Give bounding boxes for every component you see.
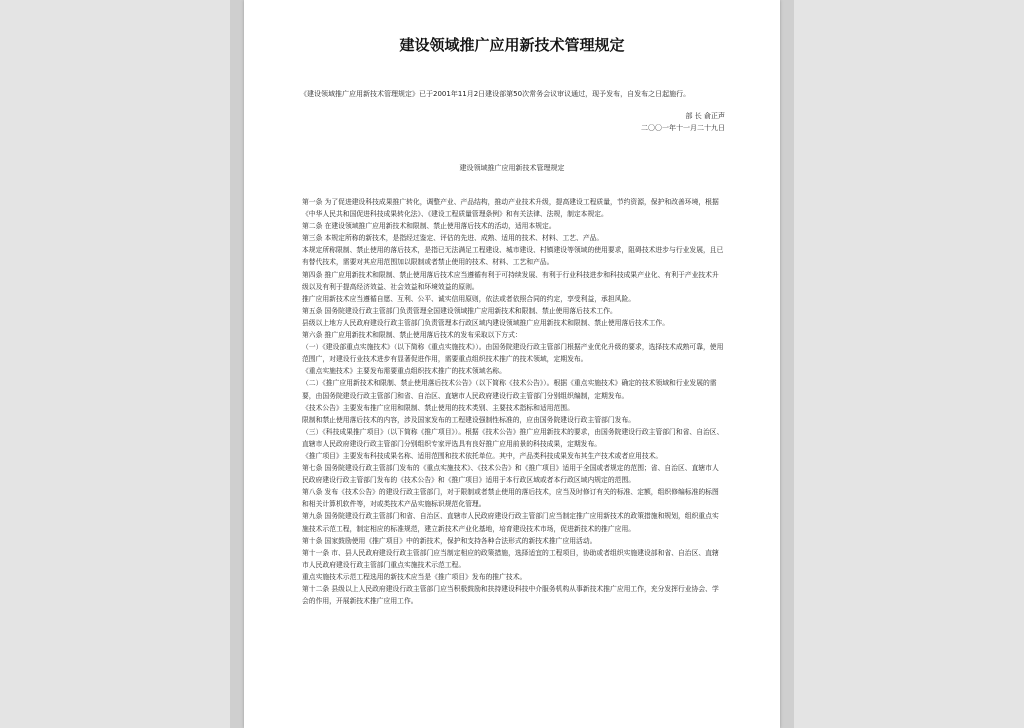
document-page	[244, 0, 780, 728]
article-paragraph: 第六条 推广应用新技术和限制、禁止使用落后技术的发布采取以下方式：	[302, 331, 522, 340]
article-paragraph: 第十一条 市、县人民政府建设行政主管部门应当制定相应的政策措施，选择适宜的工程项目，协助或者组织实施建设部和省、自治区、直辖市人民政府建设行政主管部门重点实施技术示范工程。	[302, 548, 719, 569]
article-paragraph: 第十条 国家鼓励使用《推广项目》中的新技术，保护和支持各种合法形式的新技术推广应用活动。	[302, 536, 597, 545]
document-title: 建设领域推广应用新技术管理规定	[399, 36, 625, 54]
article-paragraph: 第一条 为了促进建设科技成果推广转化，调整产业、产品结构，推动产业技术升级，提高建设工程质量，节约资源，保护和改善环境，根据《中华人民共和国促进科技成果转化法》、《建设工程质量管理条例》和有关法律、法规，制定本规定。	[302, 198, 719, 219]
article-paragraph: （二）《推广应用新技术和限制、禁止使用落后技术公告》（以下简称《技术公告》）。根据《重点实施技术》确定的技术领域和行业发展的需要，由国务院建设行政主管部门和省、自治区、直辖市人民政府建设行政主管部门分别组织编制，定期发布。	[302, 379, 717, 400]
article-paragraph: 第二条 在建设领域推广应用新技术和限制、禁止使用落后技术的活动，适用本规定。	[302, 222, 556, 231]
article-paragraph: 第四条 推广应用新技术和限制、禁止使用落后技术应当遵循有利于可持续发展、有利于行业科技进步和科技成果产业化、有利于产业技术升级以及有利于提高经济效益、社会效益和环境效益的原则。	[302, 270, 719, 291]
article-paragraph: （一）《建设部重点实施技术》（以下简称《重点实施技术》）。由国务院建设行政主管部门根据产业优化升级的要求，选择技术成熟可靠，使用范围广，对建设行业技术进步有显著促进作用，需要重点组织技术推广的技术领域，定期发布。	[302, 343, 724, 364]
article-paragraph: 第七条 国务院建设行政主管部门发布的《重点实施技术》、《技术公告》和《推广项目》适用于全国或者规定的范围；省、自治区、直辖市人民政府建设行政主管部门发布的《技术公告》和《推广项目》适用于本行政区域或者本行政区域内规定的范围。	[302, 464, 719, 485]
signing-date: 二〇〇一年十一月二十九日	[641, 124, 725, 132]
regulation-body	[302, 196, 724, 607]
article-paragraph: 《重点实施技术》主要发布需要重点组织技术推广的技术领域名称。	[302, 367, 506, 376]
article-paragraph: 重点实施技术示范工程选用的新技术应当是《推广项目》发布的推广技术。	[302, 572, 527, 581]
article-paragraph: 第三条 本规定所称的新技术，是指经过鉴定、评估的先进、成熟、适用的技术、材料、工艺、产品。	[302, 234, 604, 243]
signature-block	[641, 110, 725, 134]
article-paragraph: 第十二条 县级以上人民政府建设行政主管部门应当积极鼓励和扶持建设科技中介服务机构从事新技术推广应用工作，充分发挥行业协会、学会的作用，开展新技术推广应用工作。	[302, 585, 719, 606]
signer-name: 部 长 俞正声	[685, 112, 725, 120]
article-paragraph: 第五条 国务院建设行政主管部门负责管理全国建设领域推广应用新技术和限制、禁止使用落后技术工作。	[302, 306, 617, 315]
article-paragraph: 《推广项目》主要发布科技成果名称、适用范围和技术依托单位。其中，产品类科技成果发布其生产技术或者应用技术。	[302, 451, 663, 460]
article-paragraph: 第九条 国务院建设行政主管部门和省、自治区、直辖市人民政府建设行政主管部门应当制定推广应用新技术的政策措施和规划，组织重点实施技术示范工程，制定相应的标准规范，建立新技术产业化基地，培育建设技术市场，促进新技术的推广应用。	[302, 512, 719, 533]
document-subtitle: 建设领域推广应用新技术管理规定	[459, 164, 565, 172]
article-paragraph: 《技术公告》主要发布推广应用和限制、禁止使用的技术类别、主要技术指标和适用范围。	[302, 403, 574, 412]
article-paragraph: 第八条 发布《技术公告》的建设行政主管部门，对于限制或者禁止使用的落后技术，应当及时修订有关的标准、定额，组织修编标准的标图和相关计算机软件等，对或类技术产品实施标识规范化管理。	[302, 488, 719, 509]
article-paragraph: 限制和禁止使用落后技术的内容，涉及国家发布的工程建设强制性标准的，应由国务院建设行政主管部门发布。	[302, 415, 636, 424]
article-paragraph: （三）《科技成果推广项目》（以下简称《推广项目》）。根据《技术公告》推广应用新技术的要求，由国务院建设行政主管部门和省、自治区、直辖市人民政府建设行政主管部门分别组织专家评选具有良好推广应用前景的科技成果，定期发布。	[302, 427, 724, 448]
article-paragraph: 县级以上地方人民政府建设行政主管部门负责管理本行政区域内建设领域推广应用新技术和限制、禁止使用落后技术工作。	[302, 318, 670, 327]
article-paragraph: 推广应用新技术应当遵循自愿、互利、公平、诚实信用原则，依法或者依照合同的约定，享受利益，承担风险。	[302, 294, 636, 303]
article-paragraph: 本规定所称限制、禁止使用的落后技术，是指已无法满足工程建设、城市建设、村镇建设等领域的使用要求，阻碍技术进步与行业发展，且已有替代技术，需要对其应用范围加以限制或者禁止使用的技术、材料、工艺和产品。	[302, 246, 724, 267]
preamble-text: 《建设领域推广应用新技术管理规定》已于2001年11月2日建设部第50次常务会议审议通过，现予发布，自发布之日起施行。	[300, 90, 691, 98]
